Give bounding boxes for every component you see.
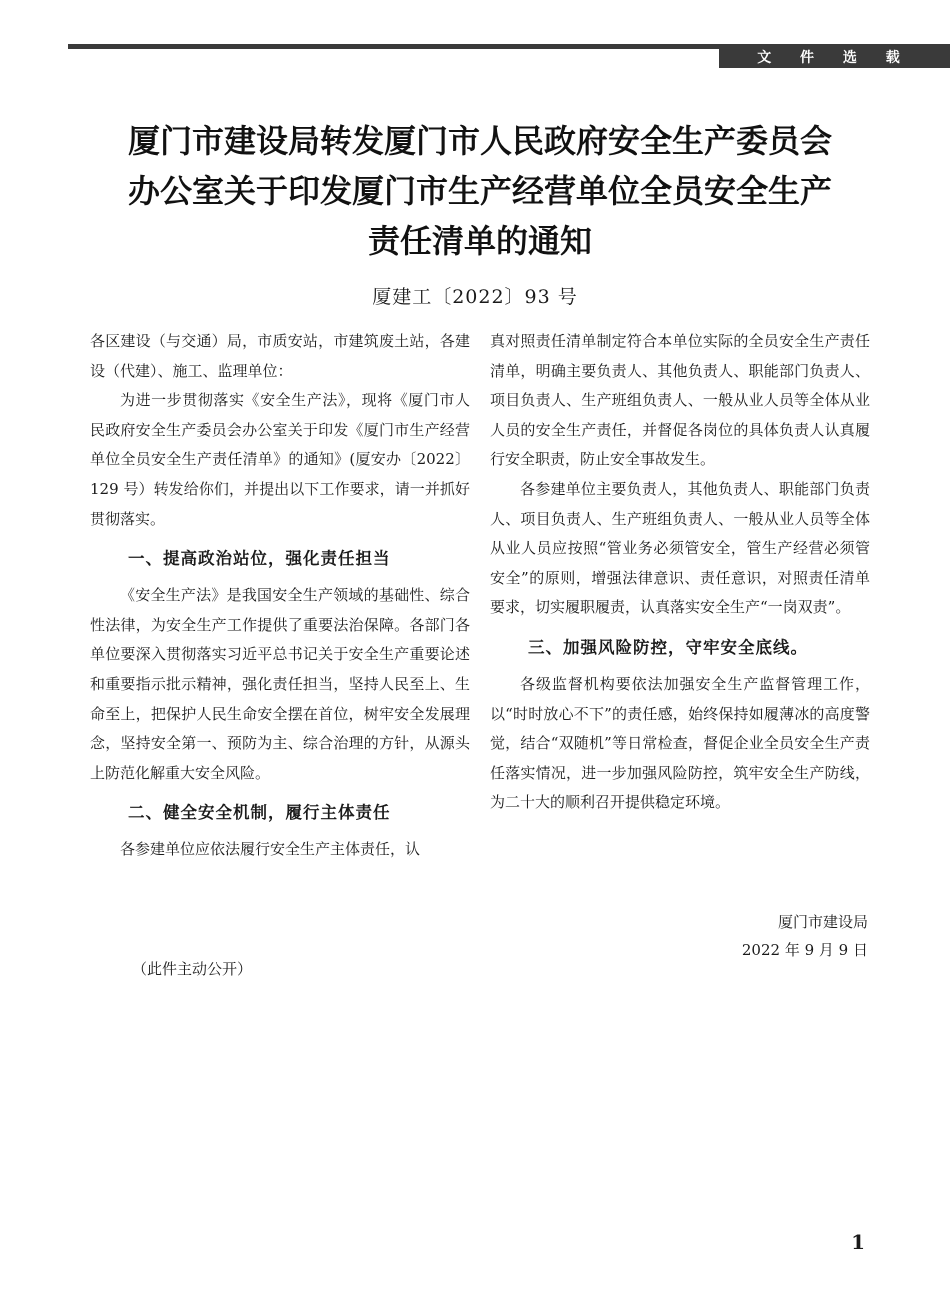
recipients: 各区建设（与交通）局，市质安站，市建筑废土站，各建设（代建）、施工、监理单位：	[90, 332, 470, 380]
page-number: 1	[851, 1230, 865, 1254]
title-line-1: 厦门市建设局转发厦门市人民政府安全生产委员会	[127, 122, 832, 160]
section-2-paragraph-2: 各参建单位主要负责人，其他负责人、职能部门负责人、项目负责人、生产班组负责人、一般从业人员等全体从业人员应按照“管业务必须管安全，管生产经营必须管安全”的原则，增强法律意识、责任意识，对照责任清单要求，切实履职履责，认真落实安全生产“一岗双责”。	[490, 479, 870, 617]
issuer: 厦门市建设局	[777, 913, 868, 931]
section-1-paragraph: 《安全生产法》是我国安全生产领域的基础性、综合性法律，为安全生产工作提供了重要法治保障。各部门各单位要深入贯彻落实习近平总书记关于安全生产重要论述和重要指示批示精神，强化责任担当，坚持人民至上、生命至上，把保护人民生命安全摆在首位，树牢安全发展理念，坚持安全第一、预防为主、综合治理的方针，从源头上防范化解重大安全风险。	[90, 586, 470, 782]
public-note: （此件主动公开）	[132, 960, 253, 978]
issue-date: 2022 年 9 月 9 日	[741, 941, 868, 959]
section-3-heading: 三、加强风险防控，守牢安全底线。	[528, 637, 808, 657]
section-3-paragraph: 各级监督机构要依法加强安全生产监督管理工作，以“时时放心不下”的责任感，始终保持如履薄冰的高度警觉，结合“双随机”等日常检查，督促企业全员安全生产责任落实情况，进一步加强风险防控，筑牢安全生产防线，为二十大的顺利召开提供稳定环境。	[490, 674, 870, 812]
section-1-heading: 一、提高政治站位，强化责任担当	[128, 549, 391, 569]
title-line-3: 责任清单的通知	[367, 222, 592, 260]
section-2-paragraph-start: 各参建单位应依法履行安全生产主体责任，认	[120, 840, 421, 859]
document-title	[90, 116, 870, 266]
document-number: 厦建工〔2022〕93 号	[372, 286, 578, 308]
right-column	[490, 327, 870, 818]
section-2-paragraph-cont: 真对照责任清单制定符合本单位实际的全员安全生产责任清单，明确主要负责人、其他负责人、职能部门负责人、项目负责人、生产班组负责人、一般从业人员等全体从业人员的安全生产责任，并督促各岗位的具体负责人认真履行安全职责，防止安全事故发生。	[490, 332, 870, 469]
left-column	[90, 327, 470, 865]
title-line-2: 办公室关于印发厦门市生产经营单位全员安全生产	[127, 172, 832, 210]
signature-block	[742, 908, 868, 964]
section-2-heading: 二、健全安全机制，履行主体责任	[128, 803, 391, 823]
intro-paragraph: 为进一步贯彻落实《安全生产法》，现将《厦门市人民政府安全生产委员会办公室关于印发《厦门市生产经营单位全员安全生产责任清单》的通知》(厦安办〔2022〕129 号）转发给你们，并提出以下工作要求，请一并抓好贯彻落实。	[90, 391, 470, 528]
section-tag: 文 件 选 载	[719, 45, 950, 68]
